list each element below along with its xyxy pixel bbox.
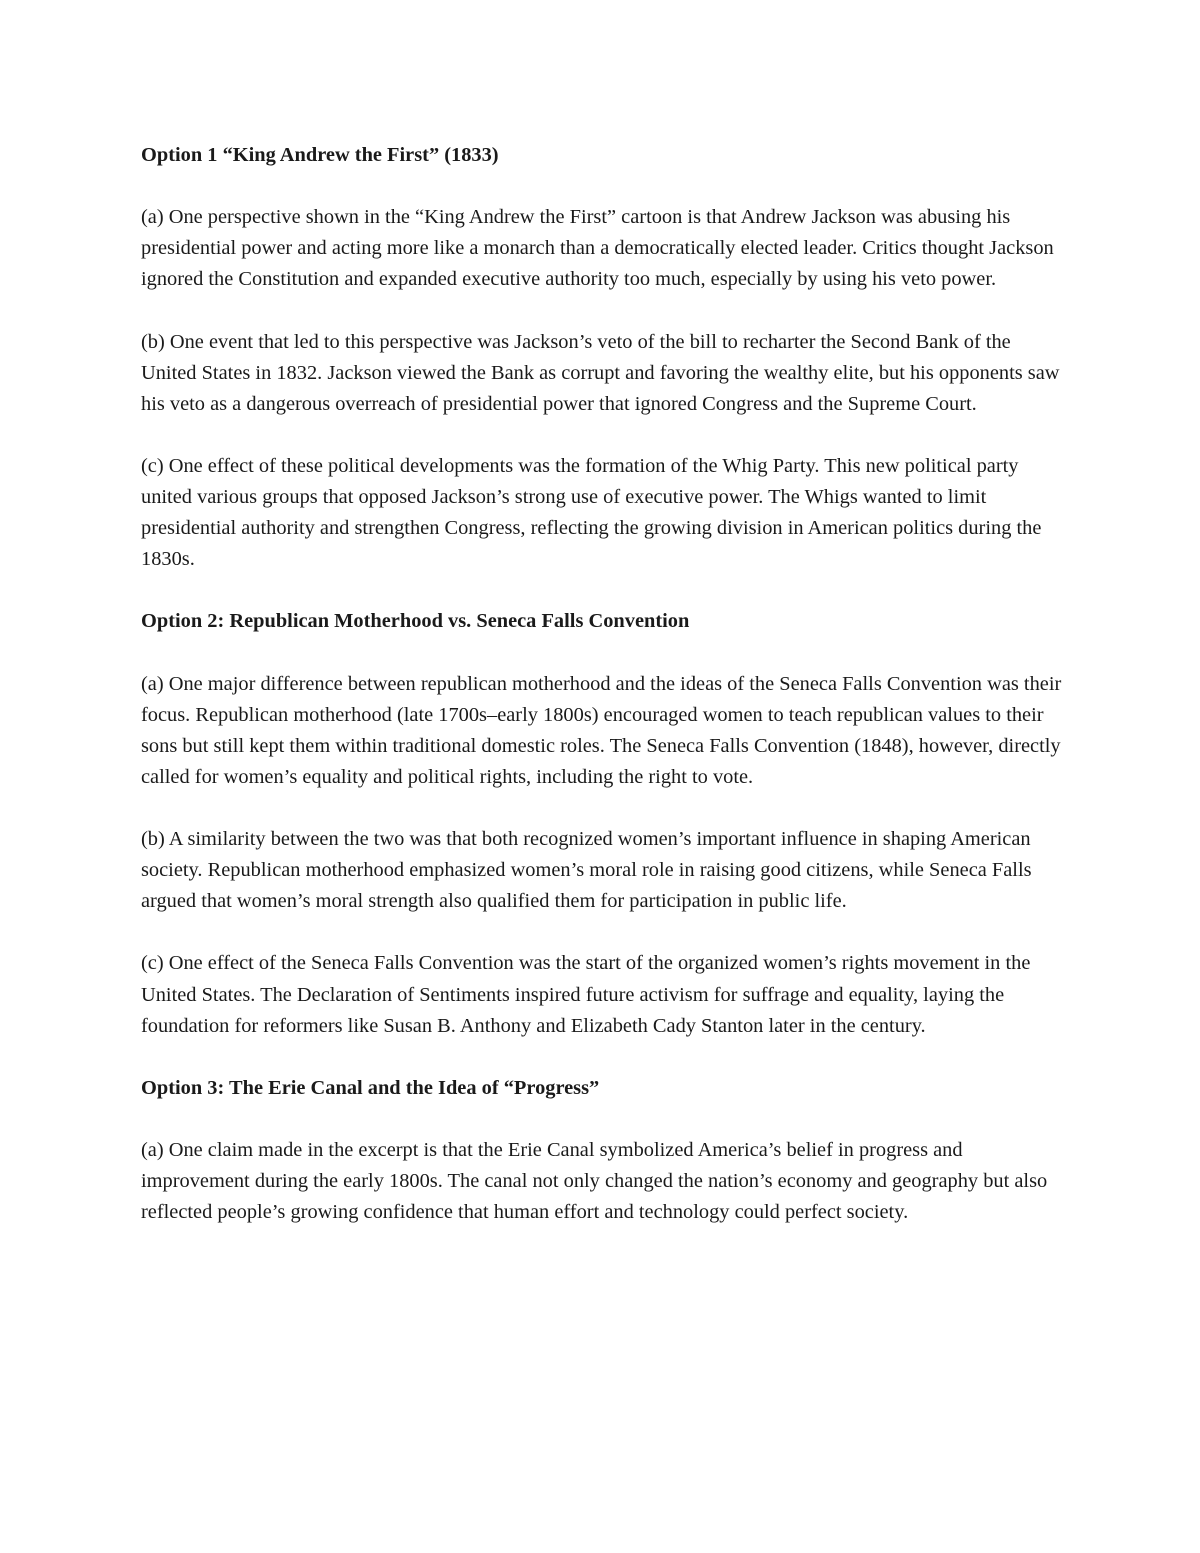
paragraph-option-2-b: (b) A similarity between the two was that both recognized women’s important influence in shaping American society. Republican motherhood emphasized women’s moral role in raising good citizens, while Seneca Falls argued that women’s moral strength also qualified them for participation in public life.: [141, 828, 1032, 913]
section-heading-option-2: Option 2: Republican Motherhood vs. Seneca Falls Convention: [141, 610, 690, 633]
paragraph-option-2-a: (a) One major difference between republican motherhood and the ideas of the Seneca Falls Convention was their focus. Republican motherhood (late 1700s–early 1800s) encouraged women to teach republican values to their sons but still kept them within traditional domestic roles. The Seneca Falls Convention (1848), however, directly called for women’s equality and political rights, including the right to vote.: [141, 672, 1062, 788]
paragraph-option-1-b: (b) One event that led to this perspective was Jackson’s veto of the bill to recharter the Second Bank of the United States in 1832. Jackson viewed the Bank as corrupt and favoring the wealthy elite, but his opponents saw his veto as a dangerous overreach of presidential power that ignored Congress and the Supreme Court.: [141, 330, 1060, 415]
section-heading-option-1: Option 1 “King Andrew the First” (1833): [141, 144, 499, 166]
paragraph-option-1-c: (c) One effect of these political developments was the formation of the Whig Party. This new political party united various groups that opposed Jackson’s strong use of executive power. The Whigs wanted to limit presidential authority and strengthen Congress, reflecting the growing division in American politics during the 1830s.: [141, 454, 1042, 571]
paragraph-option-2-c: (c) One effect of the Seneca Falls Convention was the start of the organized women’s rights movement in the United States. The Declaration of Sentiments inspired future activism for suffrage and equality, laying the foundation for reformers like Susan B. Anthony and Elizabeth Cady Stanton later in the century.: [141, 952, 1031, 1037]
paragraph-option-3-a: (a) One claim made in the excerpt is that the Erie Canal symbolized America’s belief in progress and improvement during the early 1800s. The canal not only changed the nation’s economy and geography but also reflected people’s growing confidence that human effort and technology could perfect society.: [141, 1139, 1048, 1224]
section-heading-option-3: Option 3: The Erie Canal and the Idea of “Progress”: [141, 1076, 600, 1099]
paragraph-option-1-a: (a) One perspective shown in the “King Andrew the First” cartoon is that Andrew Jackson was abusing his presidential power and acting more like a monarch than a democratically elected leader. Critics thought Jackson ignored the Constitution and expanded executive authority too much, especially by using his veto power.: [141, 206, 1054, 291]
document-page: [141, 140, 1066, 1228]
